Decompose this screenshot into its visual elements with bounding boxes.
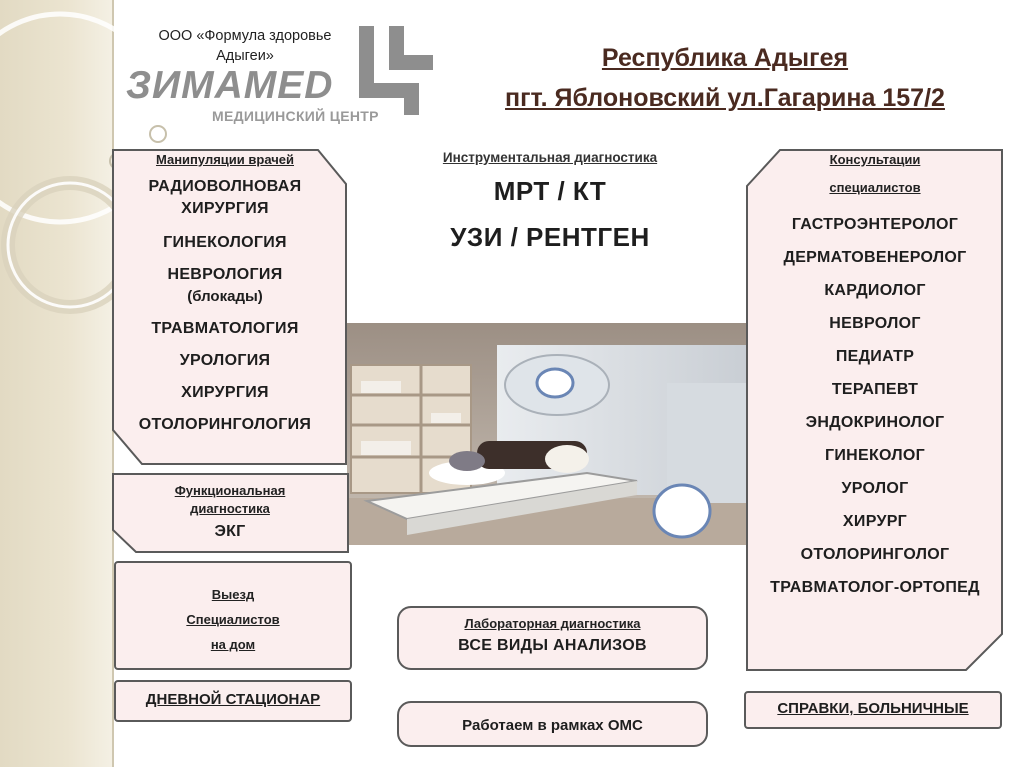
manipulations-title: Манипуляции врачей	[155, 152, 294, 167]
home-visit-line1: Выезд	[211, 587, 255, 602]
laboratory-value: ВСЕ ВИДЫ АНАЛИЗОВ	[458, 637, 647, 654]
manipulation-item: ГИНЕКОЛОГИЯ	[163, 234, 287, 251]
specialist-item: УРОЛОГ	[841, 480, 909, 497]
functional-title: Функциональная	[174, 483, 286, 498]
company-name-line2: Адыгеи»	[216, 48, 274, 64]
specialist-item: ЭНДОКРИНОЛОГ	[805, 414, 945, 431]
specialist-item: ГИНЕКОЛОГ	[824, 447, 926, 464]
day-hospital-box	[114, 680, 352, 722]
specialist-item: ХИРУРГ	[842, 513, 908, 530]
oms-box	[397, 701, 708, 747]
manipulation-item-note: (блокады)	[187, 288, 263, 305]
home-visit-line2: Специалистов	[186, 612, 280, 627]
consultations-subtitle: специалистов	[829, 180, 921, 195]
manipulation-item: НЕВРОЛОГИЯ	[167, 266, 283, 283]
laboratory-box	[397, 606, 708, 670]
specialist-item: ДЕРМАТОВЕНЕРОЛОГ	[783, 249, 967, 266]
manipulation-item: УРОЛОГИЯ	[179, 352, 271, 369]
manipulation-item: ХИРУРГИЯ	[181, 384, 269, 401]
laboratory-title: Лабораторная диагностика	[464, 616, 641, 631]
consultations-title: Консультации	[829, 152, 921, 167]
home-visit-box	[114, 561, 352, 670]
functional-subtitle: диагностика	[190, 501, 270, 516]
company-name	[140, 26, 350, 66]
instrumental-title: Инструментальная диагностика	[442, 150, 658, 165]
certificates-label: СПРАВКИ, БОЛЬНИЧНЫЕ	[777, 700, 969, 717]
certificates-box	[744, 691, 1002, 729]
specialist-item: ГАСТРОЭНТЕРОЛОГ	[791, 216, 959, 233]
page-title: Республика Адыгея	[601, 44, 849, 72]
instrumental-mrt-ct: МРТ / КТ	[493, 176, 607, 206]
page-address: пгт. Яблоновский ул.Гагарина 157/2	[505, 84, 945, 112]
manipulation-item: ХИРУРГИЯ	[181, 200, 269, 217]
specialist-item: ПЕДИАТР	[835, 348, 915, 365]
specialist-item: НЕВРОЛОГ	[829, 315, 921, 332]
specialist-item: ОТОЛОРИНГОЛОГ	[800, 546, 950, 563]
consultations-content	[750, 150, 1000, 604]
specialist-item: ТЕРАПЕВТ	[831, 381, 919, 398]
instrumental-us-xray: УЗИ / РЕНТГЕН	[450, 222, 650, 252]
manipulation-item: ТРАВМАТОЛОГИЯ	[151, 320, 299, 337]
manipulation-item: ОТОЛОРИНГОЛОГИЯ	[138, 416, 312, 433]
company-name-line1: ООО «Формула здоровье	[158, 28, 332, 44]
functional-value: ЭКГ	[214, 523, 246, 540]
logo-subtitle: МЕДИЦИНСКИЙ ЦЕНТР	[212, 108, 379, 124]
home-visit-line3: на дом	[210, 637, 256, 652]
specialist-item: КАРДИОЛОГ	[824, 282, 926, 299]
logo-wordmark: ЗИМАМЕD	[126, 64, 334, 107]
specialist-item: ТРАВМАТОЛОГ-ОРТОПЕД	[770, 579, 980, 596]
manipulation-item: РАДИОВОЛНОВАЯ	[148, 178, 302, 195]
day-hospital-label: ДНЕВНОЙ СТАЦИОНАР	[145, 691, 321, 708]
mri-scanner-photo	[347, 323, 747, 545]
oms-label: Работаем в рамках ОМС	[462, 717, 643, 734]
functional-content	[115, 482, 345, 541]
manipulations-content	[115, 150, 335, 436]
